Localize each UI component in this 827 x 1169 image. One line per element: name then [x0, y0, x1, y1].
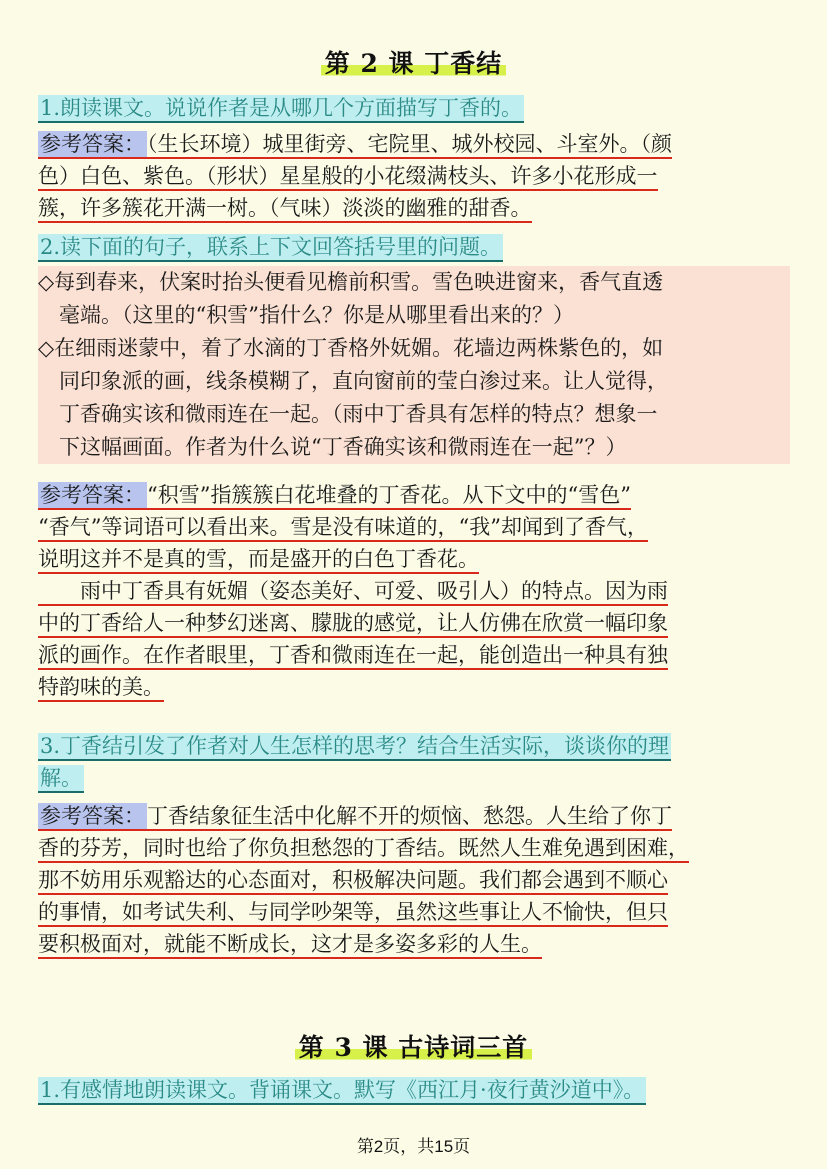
answer-line: 中的丁香给人一种梦幻迷离、朦胧的感觉，让人仿佛在欣赏一幅印象: [38, 611, 668, 638]
answer-line: 说明这并不是真的雪，而是盛开的白色丁香花。: [38, 547, 479, 574]
lesson-2-question-3: [38, 730, 790, 794]
question-text: 3.丁香结引发了作者对人生怎样的思考？结合生活实际，谈谈你的理: [38, 733, 671, 761]
answer-line: 要积极面对，就能不断成长，这才是多姿多彩的人生。: [38, 932, 542, 959]
lesson-2-title-text: 第 2 课 丁香结: [321, 49, 507, 78]
answer-label: 参考答案：: [38, 131, 147, 159]
answer-label: 参考答案：: [38, 803, 147, 831]
answer-line: 那不妨用乐观豁达的心态面对，积极解决问题。我们都会遇到不顺心: [38, 868, 668, 895]
question-text: 解。: [38, 765, 84, 793]
question-text: 1.有感情地朗读课文。背诵课文。默写《西江月·夜行黄沙道中》。: [38, 1077, 646, 1105]
answer-line: “香气”等词语可以看出来。雪是没有味道的，“我”却闻到了香气，: [38, 515, 648, 542]
answer-line: （生长环境）城里街旁、宅院里、城外校园、斗室外。（颜: [147, 132, 672, 159]
answer-line: 簇，许多簇花开满一树。（气味）淡淡的幽雅的甜香。: [38, 196, 532, 223]
lesson-2-question-2: [38, 231, 790, 263]
quote-line: 同印象派的画，线条模糊了，直向窗前的莹白渗过来。让人觉得，: [38, 369, 668, 393]
lesson-2-answer-1: [38, 128, 790, 224]
lesson-3-question-1: [38, 1074, 790, 1106]
quote-line: 丁香确实该和微雨连在一起。（雨中丁香具有怎样的特点？想象一: [38, 402, 658, 426]
lesson-2-answer-3: [38, 800, 790, 960]
answer-line: 香的芬芳，同时也给了你负担愁怨的丁香结。既然人生难免遇到困难，: [38, 836, 689, 863]
lesson-2-question-1: [38, 92, 790, 124]
answer-line: 派的画作。在作者眼里，丁香和微雨连在一起，能创造出一种具有独: [38, 643, 668, 670]
answer-line: “积雪”指簇簇白花堆叠的丁香花。从下文中的“雪色”: [147, 483, 631, 510]
lesson-3-title-text: 第 3 课 古诗词三首: [295, 1033, 533, 1062]
answer-line: 特韵味的美。: [38, 675, 164, 702]
quote-line: ◇每到春来，伏案时抬头便看见檐前积雪。雪色映进窗来，香气直透: [38, 270, 664, 294]
answer-line: 的事情，如考试失利、与同学吵架等，虽然这些事让人不愉快，但只: [38, 900, 668, 927]
question-text: 2.读下面的句子，联系上下文回答括号里的问题。: [38, 234, 503, 262]
answer-line: 色）白色、紫色。（形状）星星般的小花缀满枝头、许多小花形成一: [38, 164, 658, 191]
quote-line: ◇在细雨迷蒙中，着了水滴的丁香格外妩媚。花墙边两株紫色的，如: [38, 336, 664, 360]
lesson-2-answer-2: [38, 479, 790, 703]
page-number: 第2页，共15页: [356, 1137, 471, 1156]
answer-label: 参考答案：: [38, 482, 147, 510]
quoted-passages: [38, 266, 790, 464]
quote-line: 下这幅画面。作者为什么说“丁香确实该和微雨连在一起”？）: [38, 435, 627, 459]
quote-line: 毫端。（这里的“积雪”指什么？你是从哪里看出来的？）: [38, 303, 574, 327]
question-text: 1.朗读课文。说说作者是从哪几个方面描写丁香的。: [38, 95, 524, 123]
lesson-2-title: [0, 44, 827, 80]
answer-line: 雨中丁香具有妩媚（姿态美好、可爱、吸引人）的特点。因为雨: [38, 579, 668, 606]
answer-line: 丁香结象征生活中化解不开的烦恼、愁怨。人生给了你丁: [147, 804, 672, 831]
lesson-3-title: [0, 1028, 827, 1064]
